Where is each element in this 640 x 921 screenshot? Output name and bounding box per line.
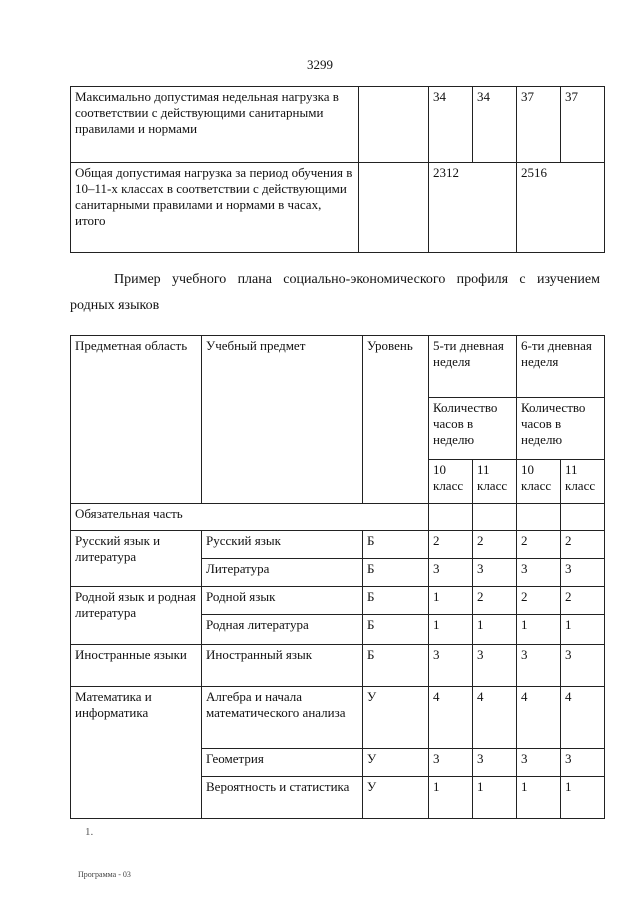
hours-cell: 3 xyxy=(473,559,517,587)
total-hours-5day: 2312 xyxy=(429,163,517,253)
hours-cell: 2 xyxy=(473,587,517,615)
footnote-marker: 1. xyxy=(85,826,94,838)
table-row xyxy=(71,531,605,559)
hours-cell: 34 xyxy=(473,87,517,163)
hours-cell: 34 xyxy=(429,87,473,163)
header-hours-per-week: Количество часов в неделю xyxy=(429,398,517,460)
hours-cell: 4 xyxy=(429,687,473,749)
subject-level: Б xyxy=(363,587,429,615)
header-grade-11: 11 класс xyxy=(561,460,605,504)
load-summary-table xyxy=(70,86,605,253)
header-5-day-week: 5-ти дневная неделя xyxy=(429,336,517,398)
subject-level: Б xyxy=(363,615,429,645)
header-grade-10: 10 класс xyxy=(517,460,561,504)
hours-cell: 2 xyxy=(429,531,473,559)
header-subject-area: Предметная область xyxy=(71,336,202,504)
table-row xyxy=(71,645,605,687)
empty-cell xyxy=(561,504,605,531)
subject-name: Литература xyxy=(202,559,363,587)
subject-area: Русский язык и литература xyxy=(71,531,202,587)
level-cell-empty xyxy=(359,87,429,163)
subject-name: Родной язык xyxy=(202,587,363,615)
subject-name: Иностранный язык xyxy=(202,645,363,687)
plan-heading: Пример учебного плана социально-экономического профиля с изучением xyxy=(114,272,600,287)
subject-level: Б xyxy=(363,531,429,559)
hours-cell: 2 xyxy=(517,587,561,615)
hours-cell: 1 xyxy=(517,615,561,645)
hours-cell: 3 xyxy=(517,559,561,587)
page-footer: Программа - 03 xyxy=(78,870,131,879)
subject-area: Родной язык и родная литература xyxy=(71,587,202,645)
hours-cell: 1 xyxy=(429,615,473,645)
subject-level: У xyxy=(363,777,429,819)
hours-cell: 3 xyxy=(429,559,473,587)
empty-cell xyxy=(517,504,561,531)
row-label: Общая допустимая нагрузка за период обучения в 10–11-х классах в соответствии с действующими санитарными правилами и нормами в часах, итого xyxy=(71,163,359,253)
hours-cell: 3 xyxy=(473,645,517,687)
max-weekly-load-row xyxy=(71,87,605,163)
hours-cell: 1 xyxy=(473,615,517,645)
hours-cell: 3 xyxy=(517,645,561,687)
header-hours-per-week: Количество часов в неделю xyxy=(517,398,605,460)
total-hours-6day: 2516 xyxy=(517,163,605,253)
header-grade-10: 10 класс xyxy=(429,460,473,504)
hours-cell: 1 xyxy=(429,587,473,615)
hours-cell: 2 xyxy=(473,531,517,559)
hours-cell: 4 xyxy=(517,687,561,749)
hours-cell: 3 xyxy=(517,749,561,777)
hours-cell: 3 xyxy=(429,645,473,687)
subject-area: Математика и информатика xyxy=(71,687,202,819)
hours-cell: 4 xyxy=(473,687,517,749)
level-cell-empty xyxy=(359,163,429,253)
hours-cell: 2 xyxy=(517,531,561,559)
subject-name: Алгебра и начала математического анализа xyxy=(202,687,363,749)
hours-cell: 2 xyxy=(561,531,605,559)
hours-cell: 3 xyxy=(561,645,605,687)
subject-name: Родная литература xyxy=(202,615,363,645)
page-number: 3299 xyxy=(307,57,333,72)
subject-level: Б xyxy=(363,645,429,687)
header-grade-11: 11 класс xyxy=(473,460,517,504)
section-title: Обязательная часть xyxy=(71,504,429,531)
table-row xyxy=(71,687,605,749)
hours-cell: 37 xyxy=(561,87,605,163)
section-row xyxy=(71,504,605,531)
hours-cell: 1 xyxy=(517,777,561,819)
hours-cell: 3 xyxy=(473,749,517,777)
plan-heading-continued: родных языков xyxy=(70,298,160,313)
hours-cell: 2 xyxy=(561,587,605,615)
header-level: Уровень xyxy=(363,336,429,504)
hours-cell: 37 xyxy=(517,87,561,163)
subject-level: У xyxy=(363,687,429,749)
total-load-row xyxy=(71,163,605,253)
curriculum-plan-table xyxy=(70,335,605,819)
subject-name: Русский язык xyxy=(202,531,363,559)
row-label: Максимально допустимая недельная нагрузка в соответствии с действующими санитарными правилами и нормами xyxy=(71,87,359,163)
header-6-day-week: 6-ти дневная неделя xyxy=(517,336,605,398)
subject-area: Иностранные языки xyxy=(71,645,202,687)
subject-level: У xyxy=(363,749,429,777)
hours-cell: 4 xyxy=(561,687,605,749)
table-row xyxy=(71,587,605,615)
hours-cell: 3 xyxy=(429,749,473,777)
header-row xyxy=(71,336,605,398)
header-subject: Учебный предмет xyxy=(202,336,363,504)
hours-cell: 1 xyxy=(473,777,517,819)
hours-cell: 3 xyxy=(561,749,605,777)
subject-name: Вероятность и статистика xyxy=(202,777,363,819)
hours-cell: 1 xyxy=(429,777,473,819)
hours-cell: 1 xyxy=(561,777,605,819)
subject-level: Б xyxy=(363,559,429,587)
empty-cell xyxy=(429,504,473,531)
hours-cell: 3 xyxy=(561,559,605,587)
subject-name: Геометрия xyxy=(202,749,363,777)
empty-cell xyxy=(473,504,517,531)
hours-cell: 1 xyxy=(561,615,605,645)
